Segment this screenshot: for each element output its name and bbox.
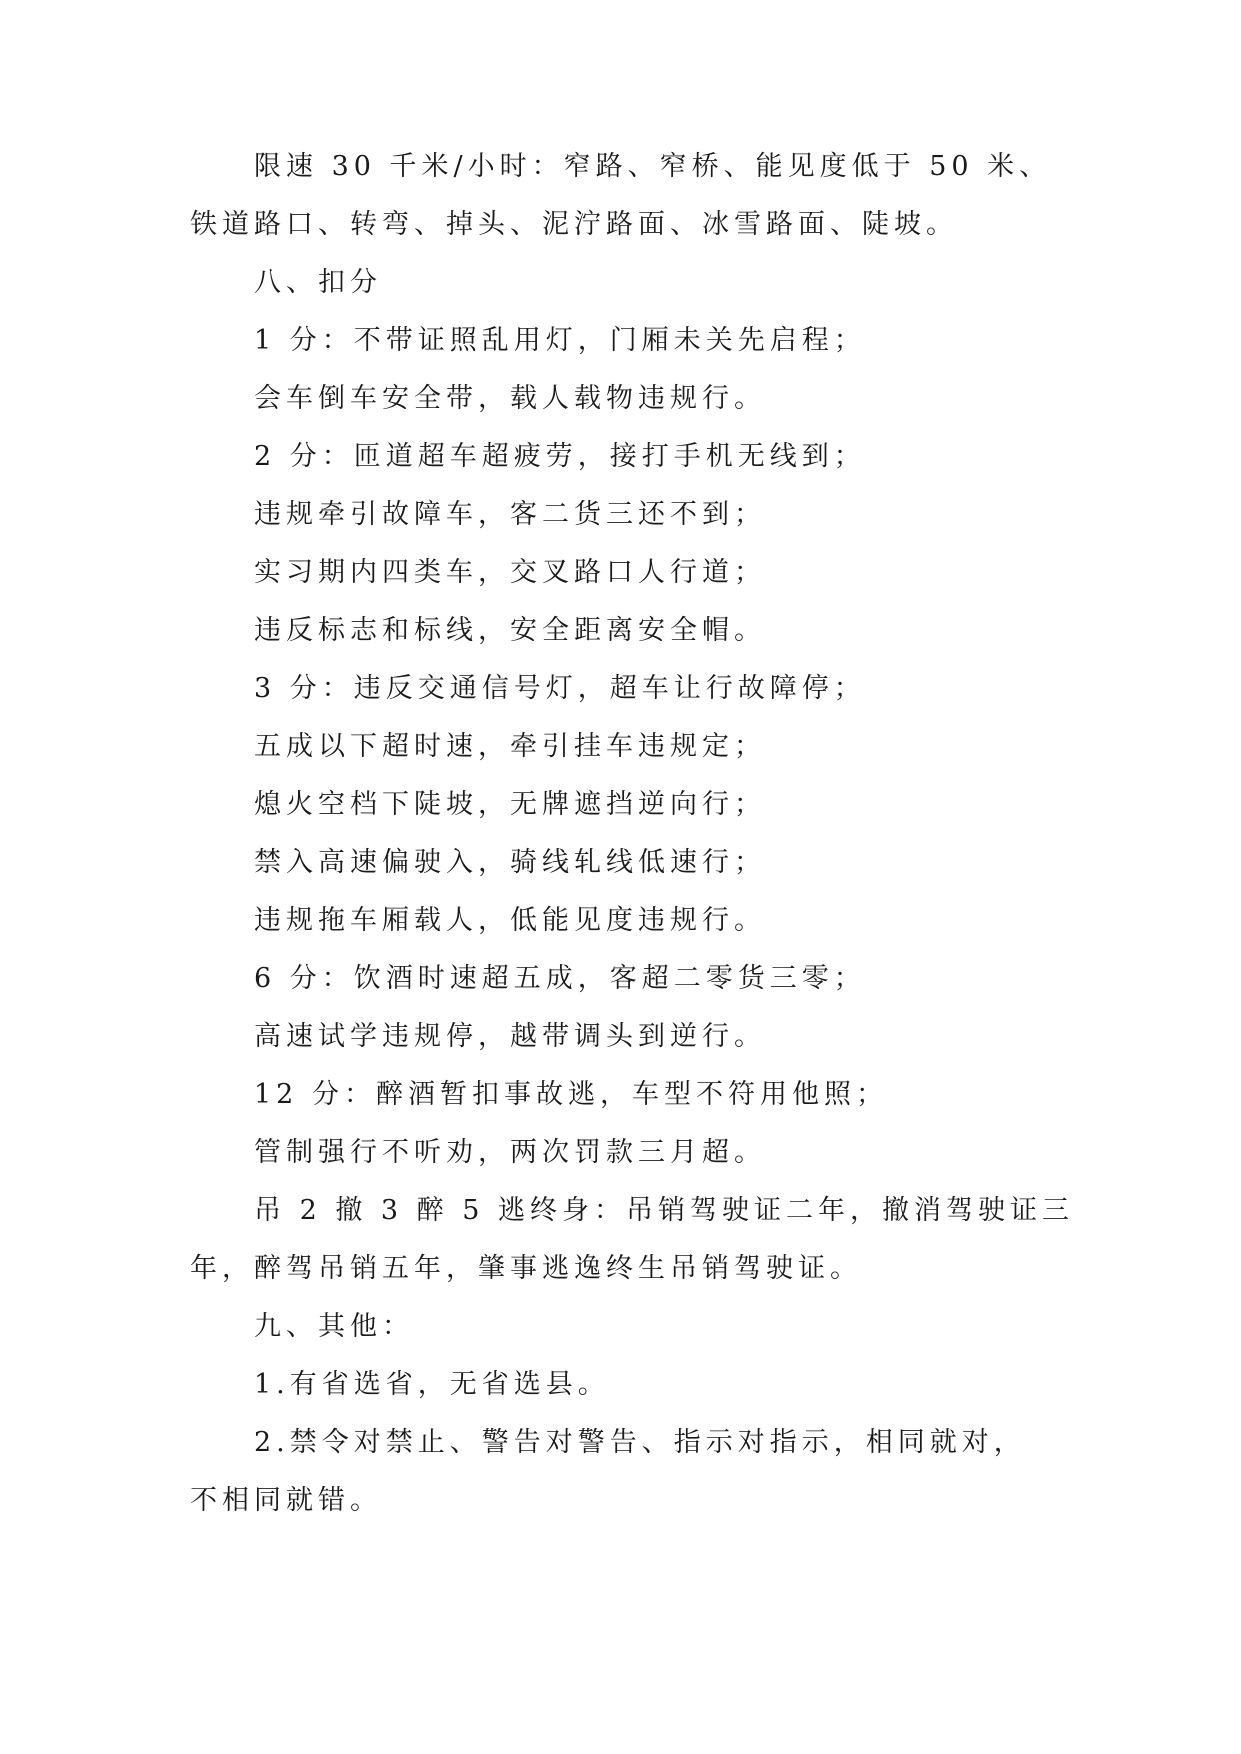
text-line: 违规拖车厢载人，低能见度违规行。 — [254, 905, 766, 936]
text-line: 年，醉驾吊销五年，肇事逃逸终生吊销驾驶证。 — [190, 1253, 862, 1284]
text-line: 违规牵引故障车，客二货三还不到； — [254, 499, 766, 530]
paragraph — [190, 602, 1060, 660]
text-line: 吊 2 撤 3 醉 5 逃终身：吊销驾驶证二年，撤消驾驶证三 — [254, 1195, 1075, 1226]
paragraph — [190, 1124, 1060, 1182]
paragraph — [190, 660, 1060, 718]
text-line: 禁入高速偏驶入，骑线轧线低速行； — [254, 847, 766, 878]
text-line: 1.有省选省，无省选县。 — [254, 1369, 610, 1400]
paragraph — [190, 1356, 1060, 1414]
text-line: 熄火空档下陡坡，无牌遮挡逆向行； — [254, 789, 766, 820]
text-line: 违反标志和标线，安全距离安全帽。 — [254, 615, 766, 646]
text-line: 会车倒车安全带，载人载物违规行。 — [254, 383, 766, 414]
text-line: 2 分：匝道超车超疲劳，接打手机无线到； — [254, 441, 866, 472]
paragraph — [190, 312, 1060, 370]
text-line: 限速 30 千米/小时：窄路、窄桥、能见度低于 50 米、 — [254, 151, 1052, 182]
paragraph — [190, 776, 1060, 834]
text-line: 不相同就错。 — [190, 1485, 382, 1516]
paragraph — [190, 138, 1060, 254]
document-body — [190, 138, 1075, 1530]
paragraph — [190, 1414, 1060, 1530]
paragraph — [190, 544, 1060, 602]
paragraph — [190, 718, 1060, 776]
text-line: 八、扣分 — [254, 267, 382, 298]
text-line: 6 分：饮酒时速超五成，客超二零货三零； — [254, 963, 866, 994]
paragraph — [190, 1066, 1060, 1124]
paragraph — [190, 892, 1060, 950]
text-line: 1 分：不带证照乱用灯，门厢未关先启程； — [254, 325, 866, 356]
text-line: 12 分：醉酒暂扣事故逃，车型不符用他照； — [254, 1079, 888, 1110]
paragraph — [190, 254, 1060, 312]
text-line: 管制强行不听劝，两次罚款三月超。 — [254, 1137, 766, 1168]
paragraph — [190, 1182, 1075, 1298]
text-line: 高速试学违规停，越带调头到逆行。 — [254, 1021, 766, 1052]
text-line: 2.禁令对禁止、警告对警告、指示对指示，相同就对， — [254, 1427, 1026, 1458]
text-line: 实习期内四类车，交叉路口人行道； — [254, 557, 766, 588]
text-line: 五成以下超时速，牵引挂车违规定； — [254, 731, 766, 762]
text-line: 铁道路口、转弯、掉头、泥泞路面、冰雪路面、陡坡。 — [190, 209, 958, 240]
paragraph — [190, 834, 1060, 892]
text-line: 九、其他： — [254, 1311, 414, 1342]
paragraph — [190, 1298, 1060, 1356]
paragraph — [190, 1008, 1060, 1066]
paragraph — [190, 950, 1060, 1008]
paragraph — [190, 370, 1060, 428]
text-line: 3 分：违反交通信号灯，超车让行故障停； — [254, 673, 866, 704]
paragraph — [190, 428, 1060, 486]
paragraph — [190, 486, 1060, 544]
